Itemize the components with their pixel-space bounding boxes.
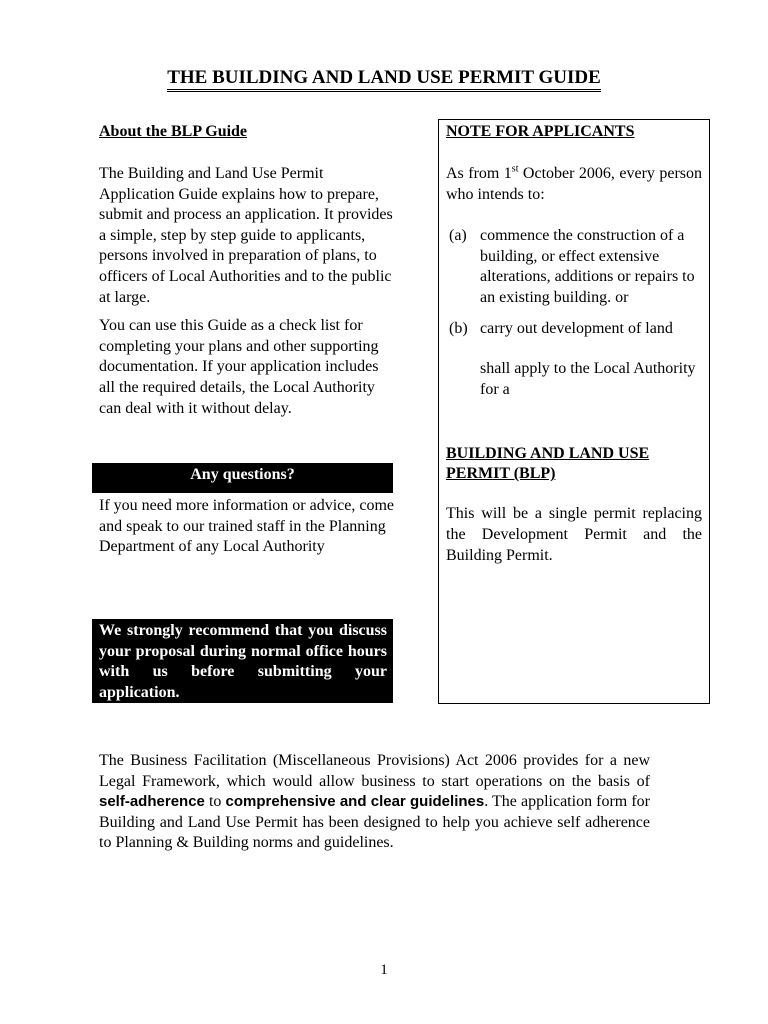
note-heading: NOTE FOR APPLICANTS: [446, 123, 635, 140]
questions-heading: Any questions?: [190, 466, 295, 483]
page-number: 1: [380, 962, 388, 978]
item-b-text: carry out development of land: [480, 319, 673, 337]
item-a-label: (a): [449, 227, 467, 245]
about-paragraph-1: The Building and Land Use Permit Application Guide explains how to prepare, submit and process an application. It provides a simple, step by step guide to applicants, persons involved in preparation of plans, to officers of Local Authorities and to the public at large.: [99, 165, 393, 306]
blp-heading: BUILDING AND LAND USE PERMIT (BLP): [446, 445, 650, 483]
blp-text: This will be a single permit replacing the Development Permit and the Building Permit.: [446, 505, 702, 564]
title-text: THE BUILDING AND LAND USE PERMIT GUIDE: [167, 67, 601, 92]
about-paragraph-2: You can use this Guide as a check list for completing your plans and other supporting documentation. If your application includes all the required details, the Local Authority can deal with it without delay.: [99, 317, 379, 417]
note-item-b: [446, 319, 702, 340]
about-heading: About the BLP Guide: [99, 123, 248, 140]
about-section: [99, 122, 394, 419]
act-paragraph: The Business Facilitation (Miscellaneous Provisions) Act 2006 provides for a new Legal Framework, which would allow business to start operations on the basis of self-adherence to comprehensive and clear guidelines. The application form for Building and Land Use Permit has been designed to help you achieve self adherence to Planning & Building norms and guidelines.: [99, 752, 650, 852]
recommendation-box: [92, 619, 393, 703]
shall-apply-text: shall apply to the Local Authority for a: [480, 360, 696, 398]
self-adherence-bold: self-adherence: [99, 793, 205, 811]
note-item-a: [446, 226, 702, 308]
note-intro: As from 1st October 2006, every person who intends to:: [446, 163, 702, 203]
item-a-text: commence the construction of a building, or effect extensive alterations, additions or repairs to an existing building. or: [480, 227, 695, 306]
questions-section: [99, 496, 394, 558]
recommendation-text: We strongly recommend that you discuss your proposal during normal office hours with us before submitting your application.: [99, 622, 387, 701]
questions-text: If you need more information or advice, come and speak to our trained staff in the Planning Department of any Local Authority: [99, 497, 394, 556]
questions-heading-bar: [92, 463, 393, 493]
page-title: [0, 66, 768, 90]
item-b-label: (b): [449, 319, 468, 337]
note-box: [438, 119, 710, 704]
guidelines-bold: comprehensive and clear guidelines: [225, 793, 485, 811]
